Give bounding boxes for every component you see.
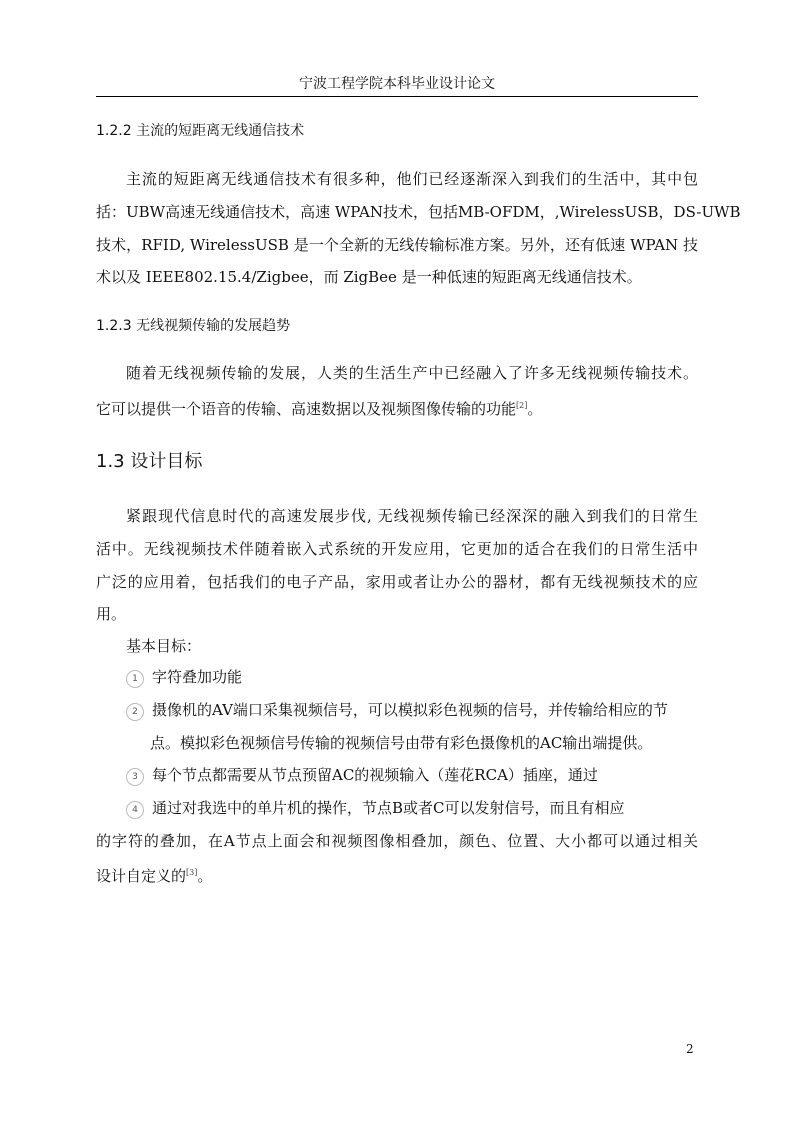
list-item-continuation: 点。模拟彩色视频信号传输的视频信号由带有彩色摄像机的AC输出端提供。 [150,734,653,752]
circled-number-icon: 4 [126,801,144,819]
list-item-text: 字符叠加功能 [152,668,243,686]
list-item [126,699,698,721]
paragraph-text: 设计自定义的 [96,867,187,885]
circled-number-icon: 1 [126,670,144,688]
list-item-text: 每个节点都需要从节点预留AC的视频输入（莲花RCA）插座，通过 [152,766,598,784]
paragraph-line: 技术，RFID, WirelessUSB 是一个全新的无线传输标准方案。另外，还有低速 WPAN 技 [96,236,698,254]
circled-number-icon: 3 [126,768,144,786]
paragraph-text: 。 [527,400,543,418]
paragraph-line: 主流的短距离无线通信技术有很多种，他们已经逐渐深入到我们的生活中，其中包 [126,170,698,188]
paragraph-line [96,862,698,887]
list-item [126,797,698,819]
paragraph-text: 。 [197,867,213,885]
paragraph-line: 随着无线视频传输的发展，人类的生活生产中已经融入了许多无线视频传输技术。 [126,364,698,382]
paragraph-text: 它可以提供一个语音的传输、高速数据以及视频图像传输的功能 [96,400,517,418]
paragraph-line: 的字符的叠加，在A节点上面会和视频图像相叠加，颜色、位置、大小都可以通过相关 [96,832,698,850]
list-item [126,764,698,786]
section-heading-1-2-3: 1.2.3 无线视频传输的发展趋势 [96,318,291,334]
paragraph-line [96,395,698,420]
list-item [126,666,698,688]
page-header: 宁波工程学院本科毕业设计论文 [299,76,495,92]
citation: [3] [186,868,198,877]
section-heading-1-3: 1.3 设计目标 [96,451,203,472]
citation: [2] [516,401,528,410]
list-item-text: 摄像机的AV端口采集视频信号，可以模拟彩色视频的信号，并传输给相应的节 [152,701,668,719]
paragraph-line: 括：UBW高速无线通信技术，高速 WPAN技术，包括MB-OFDM，,WirelessUSB，DS-UWB [96,203,741,221]
list-item-text: 通过对我选中的单片机的操作，节点B或者C可以发射信号，而且有相应 [152,799,625,817]
paragraph-line: 广泛的应用着，包括我们的电子产品，家用或者让办公的器材，都有无线视频技术的应 [96,573,698,591]
goals-label: 基本目标： [126,637,202,655]
circled-number-icon: 2 [126,703,144,721]
paragraph-line: 用。 [96,605,127,623]
paragraph-line: 紧跟现代信息时代的高速发展步伐, 无线视频传输已经深深的融入到我们的日常生 [126,507,698,525]
header-rule [96,96,698,97]
page-number: 2 [686,1042,694,1056]
section-heading-1-2-2: 1.2.2 主流的短距离无线通信技术 [96,123,305,139]
paragraph-line: 术以及 IEEE802.15.4/Zigbee，而 ZigBee 是一种低速的短距离无线通信技术。 [96,268,642,286]
paragraph-line: 活中。无线视频技术伴随着嵌入式系统的开发应用，它更加的适合在我们的日常生活中 [96,540,698,558]
